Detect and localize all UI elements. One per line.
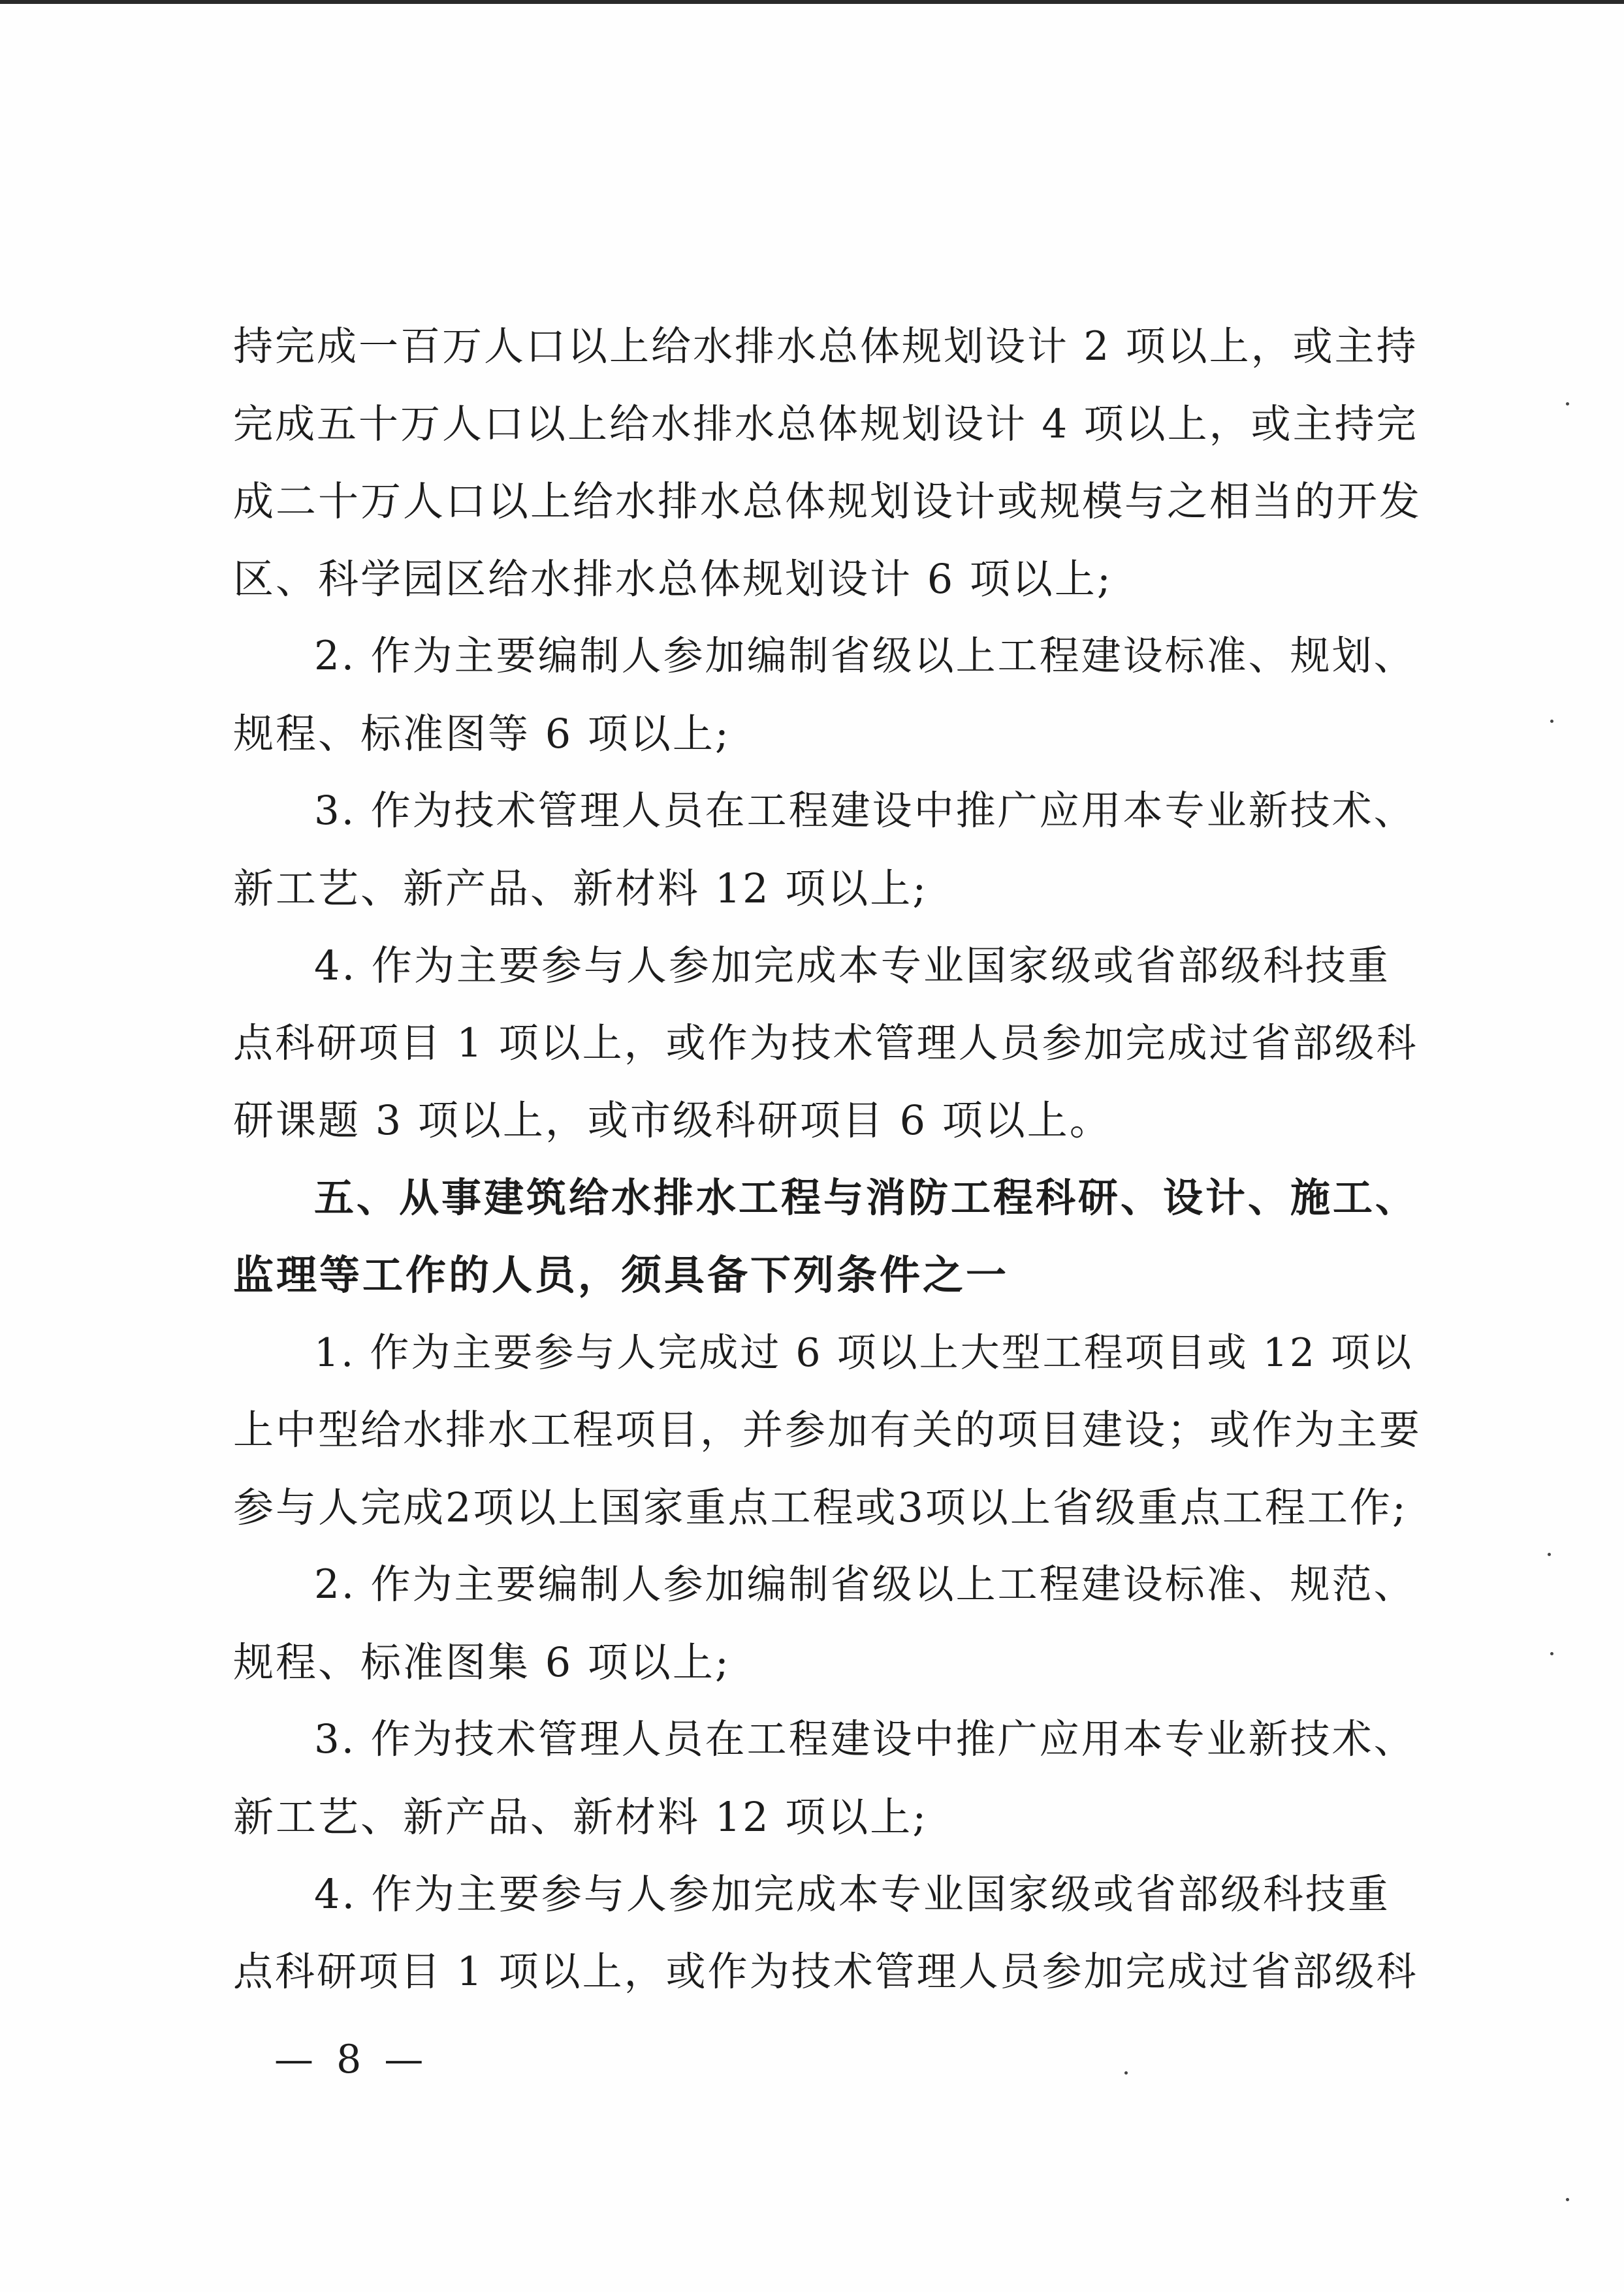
list-item-3-line: 3. 作为技术管理人员在工程建设中推广应用本专业新技术、 xyxy=(314,1716,1416,1762)
text-line: 规程、标准图集 6 项以上; xyxy=(233,1638,731,1686)
list-item-4-line: 4. 作为主要参与人参加完成本专业国家级或省部级科技重 xyxy=(314,1870,1390,1918)
scan-edge xyxy=(0,0,1624,4)
scan-speck xyxy=(1548,1553,1551,1556)
text-line: 新工艺、新产品、新材料 12 项以上; xyxy=(233,864,929,912)
document-body xyxy=(233,308,1428,2011)
list-item-2-line: 2. 作为主要编制人参加编制省级以上工程建设标准、规划、 xyxy=(314,633,1416,679)
section-heading: 五、从事建筑给水排水工程与消防工程科研、设计、施工、 xyxy=(314,1174,1418,1221)
scan-speck xyxy=(1124,2071,1128,2075)
text-line: 研课题 3 项以上，或市级科研项目 6 项以上。 xyxy=(233,1096,1112,1144)
text-line: 规程、标准图等 6 项以上; xyxy=(233,709,731,757)
section-heading-continued: 监理等工作的人员，须具备下列条件之一 xyxy=(233,1251,1010,1299)
page-number: — 8 — xyxy=(274,2037,429,2082)
list-item-3-line: 3. 作为技术管理人员在工程建设中推广应用本专业新技术、 xyxy=(314,788,1416,834)
scan-speck xyxy=(1566,402,1569,406)
text-line: 成二十万人口以上给水排水总体规划设计或规模与之相当的开发 xyxy=(233,477,1422,525)
scan-speck xyxy=(1550,1652,1553,1655)
text-line: 点科研项目 1 项以上，或作为技术管理人员参加完成过省部级科 xyxy=(233,1019,1418,1066)
list-item-1-line: 1. 作为主要参与人完成过 6 项以上大型工程项目或 12 项以 xyxy=(314,1329,1414,1376)
list-item-2-line: 2. 作为主要编制人参加编制省级以上工程建设标准、规范、 xyxy=(314,1561,1416,1608)
text-line: 新工艺、新产品、新材料 12 项以上; xyxy=(233,1792,929,1841)
scan-speck xyxy=(1550,720,1553,723)
text-line: 区、科学园区给水排水总体规划设计 6 项以上; xyxy=(233,554,1113,603)
text-line: 上中型给水排水工程项目，并参加有关的项目建设；或作为主要 xyxy=(233,1406,1422,1454)
text-line: 完成五十万人口以上给水排水总体规划设计 4 项以上，或主持完 xyxy=(233,400,1418,447)
scan-speck xyxy=(1566,2198,1569,2201)
text-line: 参与人完成2项以上国家重点工程或3项以上省级重点工程工作; xyxy=(233,1483,1408,1531)
list-item-4-line: 4. 作为主要参与人参加完成本专业国家级或省部级科技重 xyxy=(314,942,1390,989)
text-line: 点科研项目 1 项以上，或作为技术管理人员参加完成过省部级科 xyxy=(233,1948,1418,1995)
text-line: 持完成一百万人口以上给水排水总体规划设计 2 项以上，或主持 xyxy=(233,323,1418,370)
